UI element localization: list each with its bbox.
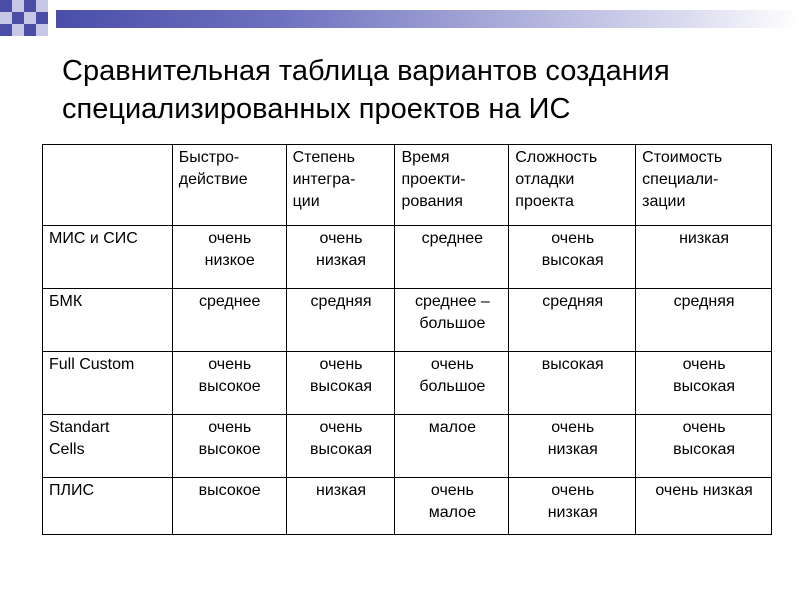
cell-text-line: Степень	[292, 149, 355, 166]
cell-text-line: высокая	[673, 378, 736, 395]
cell-text-line: средняя	[673, 293, 735, 310]
table-row	[43, 352, 772, 415]
table-cell	[395, 289, 509, 352]
header-row	[43, 145, 772, 226]
cell-text-line: очень	[319, 419, 363, 436]
cell-text-line: ции	[292, 193, 320, 210]
cell-text-line: очень	[319, 230, 363, 247]
cell-text-line: высокая	[310, 441, 373, 458]
gradient-bar	[56, 10, 800, 28]
cell-text-line: среднее	[198, 293, 261, 310]
cell-text-line: большое	[419, 315, 486, 332]
cell-text-line: очень	[208, 419, 252, 436]
cell-text-line: средняя	[310, 293, 372, 310]
cell-text-line: малое	[428, 504, 476, 521]
cell-text-line: специали-	[642, 171, 719, 188]
checker-square	[36, 24, 48, 36]
row-header	[43, 478, 173, 535]
checker-square	[24, 24, 36, 36]
cell-text-line: высокая	[541, 252, 604, 269]
table-row	[43, 289, 772, 352]
cell-text-line: высокое	[198, 441, 261, 458]
table-row	[43, 478, 772, 535]
checker-square	[0, 24, 12, 36]
cell-text-line: Full Custom	[49, 356, 135, 373]
checker-pattern	[0, 0, 64, 38]
table-cell	[172, 478, 286, 535]
table-cell	[509, 478, 636, 535]
column-header	[172, 145, 286, 226]
row-header	[43, 415, 173, 478]
cell-text-line: высокая	[310, 378, 373, 395]
row-header	[43, 226, 173, 289]
table-body	[43, 226, 772, 535]
table-cell	[509, 352, 636, 415]
cell-text-line: МИС и СИС	[49, 230, 138, 247]
checker-square	[0, 12, 12, 24]
row-header	[43, 352, 173, 415]
cell-text-line: очень	[319, 356, 363, 373]
cell-text-line: ПЛИС	[49, 482, 95, 499]
table-cell	[286, 478, 395, 535]
column-header	[286, 145, 395, 226]
checker-square	[24, 0, 36, 12]
table-cell	[172, 289, 286, 352]
cell-text-line: Время	[401, 149, 450, 166]
table-cell	[636, 226, 772, 289]
checker-square	[12, 0, 24, 12]
cell-text-line: малое	[428, 419, 476, 436]
cell-text-line: высокое	[198, 378, 261, 395]
cell-text-line: низкая	[679, 230, 730, 247]
cell-text-line: Cells	[49, 441, 85, 458]
cell-text-line: большое	[419, 378, 486, 395]
checker-square	[12, 24, 24, 36]
page-title	[62, 52, 782, 128]
checker-square	[0, 0, 12, 12]
table-cell	[395, 478, 509, 535]
cell-text-line: Standart	[49, 419, 110, 436]
comparison-table	[42, 144, 772, 535]
cell-text-line: низкая	[547, 504, 598, 521]
table-cell	[636, 289, 772, 352]
cell-text-line: очень	[551, 230, 595, 247]
cell-text-line: очень	[682, 356, 726, 373]
cell-text-line: низкое	[204, 252, 255, 269]
cell-text-line: очень	[430, 356, 474, 373]
table-cell	[395, 415, 509, 478]
cell-text-line: низкая	[547, 441, 598, 458]
cell-text-line: проекта	[515, 193, 574, 210]
decorative-header-band	[0, 0, 800, 38]
table-cell	[636, 415, 772, 478]
cell-text-line: низкая	[316, 482, 367, 499]
table-cell	[172, 415, 286, 478]
cell-text-line: Сложность	[515, 149, 598, 166]
cell-text-line: очень	[430, 482, 474, 499]
table-cell	[286, 352, 395, 415]
cell-text-line: интегра-	[292, 171, 356, 188]
column-header	[509, 145, 636, 226]
table-cell	[395, 226, 509, 289]
table-cell	[509, 415, 636, 478]
cell-text-line: высокая	[541, 356, 604, 373]
cell-text-line: проекти-	[401, 171, 466, 188]
cell-text-line: очень	[682, 419, 726, 436]
cell-text-line: высокое	[198, 482, 261, 499]
cell-text-line: Быстро-	[178, 149, 240, 166]
row-header	[43, 289, 173, 352]
cell-text-line: низкая	[316, 252, 367, 269]
cell-text-line: высокая	[673, 441, 736, 458]
title-line-1: Сравнительная таблица вариантов создания	[62, 55, 670, 87]
table-cell	[172, 352, 286, 415]
cell-text-line: БМК	[49, 293, 83, 310]
cell-text-line: рования	[401, 193, 463, 210]
checker-square	[36, 0, 48, 12]
checker-square	[12, 12, 24, 24]
cell-text-line: среднее –	[414, 293, 490, 310]
checker-square	[24, 12, 36, 24]
table-row	[43, 415, 772, 478]
table-cell	[509, 289, 636, 352]
cell-text-line: очень	[551, 419, 595, 436]
column-header	[395, 145, 509, 226]
table-cell	[636, 352, 772, 415]
column-header	[636, 145, 772, 226]
cell-text-line: зации	[642, 193, 686, 210]
table-cell	[286, 289, 395, 352]
cell-text-line: средняя	[542, 293, 604, 310]
table-cell	[509, 226, 636, 289]
cell-text-line: очень	[208, 356, 252, 373]
header-corner-cell	[43, 145, 173, 226]
checker-square	[36, 12, 48, 24]
cell-text-line: очень	[551, 482, 595, 499]
cell-text-line: Стоимость	[642, 149, 723, 166]
cell-text-line: очень	[208, 230, 252, 247]
cell-text-line: очень низкая	[655, 482, 753, 499]
table-cell	[395, 352, 509, 415]
table-header	[43, 145, 772, 226]
cell-text-line: среднее	[421, 230, 484, 247]
title-line-2: специализированных проектов на ИС	[62, 93, 571, 125]
cell-text-line: отладки	[515, 171, 575, 188]
table-cell	[286, 226, 395, 289]
table-cell	[172, 226, 286, 289]
table-cell	[286, 415, 395, 478]
table-row	[43, 226, 772, 289]
cell-text-line: действие	[178, 171, 248, 188]
table-cell	[636, 478, 772, 535]
